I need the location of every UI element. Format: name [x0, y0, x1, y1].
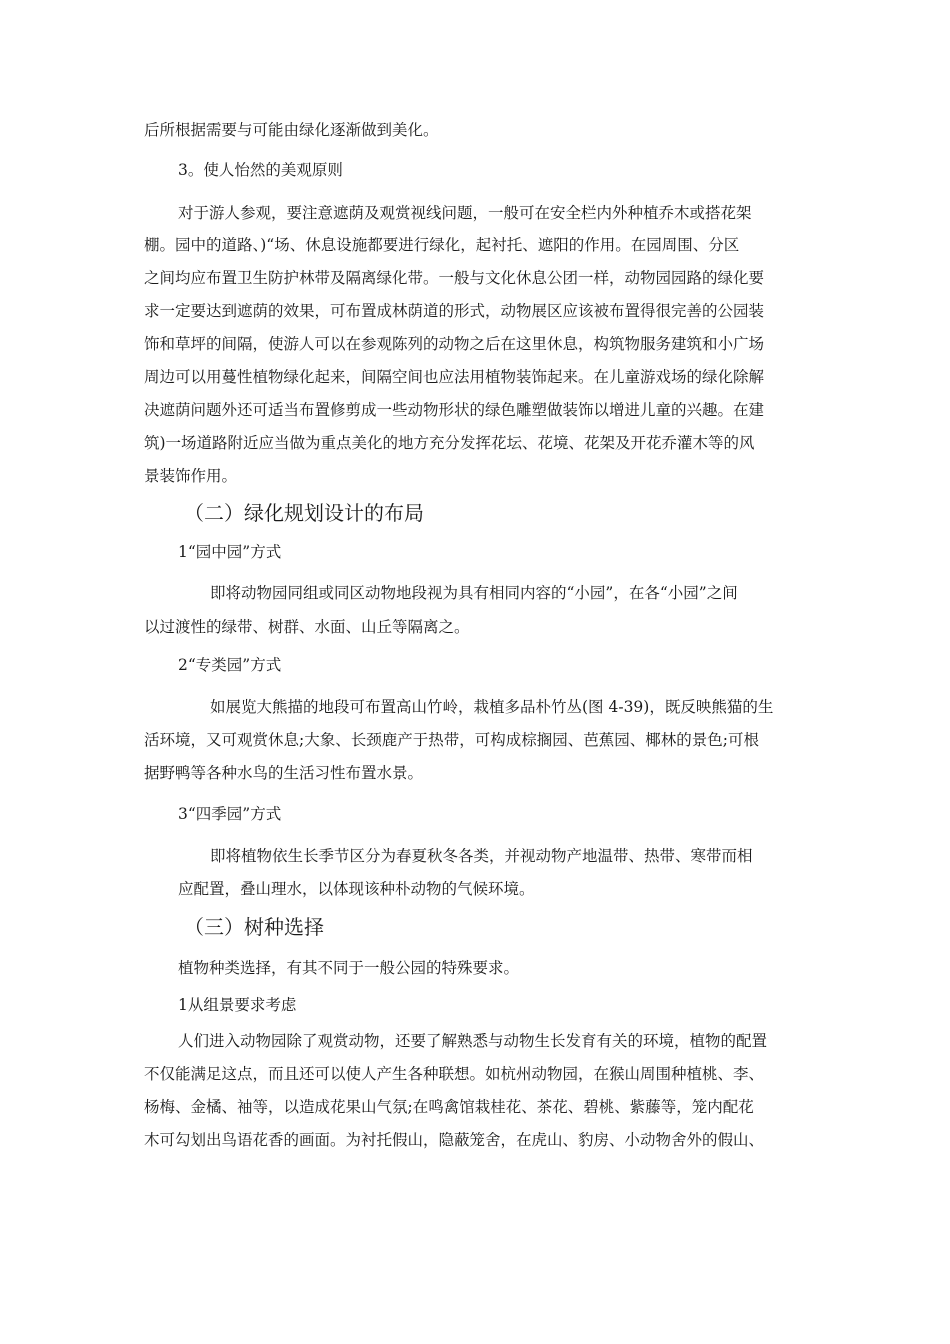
- paragraph-line: 杨梅、金橘、袖等，以造成花果山气氛;在鸣禽馆栽桂花、茶花、碧桃、紫藤等，笼内配花: [144, 1098, 754, 1116]
- subsection-title: 2“专类园”方式: [178, 656, 282, 674]
- section-heading: （二）绿化规划设计的布局: [184, 501, 424, 525]
- paragraph-line: 据野鸭等各种水鸟的生活习性布置水景。: [144, 764, 424, 782]
- paragraph-line: 人们进入动物园除了观赏动物，还要了解熟悉与动物生长发育有关的环境，植物的配置: [178, 1032, 768, 1050]
- paragraph-line: 棚。园中的道路、)“场、休息设施都要进行绿化，起衬托、遮阳的作用。在园周围、分区: [144, 236, 740, 254]
- paragraph-line: 植物种类选择，有其不同于一般公园的特殊要求。: [178, 959, 520, 977]
- paragraph-line: 木可勾划出鸟语花香的画面。为衬托假山，隐蔽笼舍，在虎山、豹房、小动物舍外的假山、: [144, 1131, 765, 1149]
- subsection-title: 3。使人怡然的美观原则: [178, 161, 343, 179]
- paragraph-line: 不仅能满足这点，而且还可以使人产生各种联想。如杭州动物园，在猴山周围种植桃、李、: [144, 1065, 765, 1083]
- section-heading: （三）树种选择: [184, 915, 324, 939]
- paragraph-line: 后所根据需要与可能由绿化逐渐做到美化。: [144, 121, 439, 139]
- paragraph-line: 周边可以用蔓性植物绿化起来，间隔空间也应法用植物装饰起来。在儿童游戏场的绿化除解: [144, 368, 765, 386]
- paragraph-line: 如展览大熊描的地段可布置高山竹岭，栽植多品朴竹丛(图 4-39)，既反映熊猫的生: [210, 698, 774, 716]
- paragraph-line: 求一定要达到遮荫的效果，可布置成林荫道的形式，动物展区应该被布置得很完善的公园装: [144, 302, 765, 320]
- paragraph-line: 以过渡性的绿带、树群、水面、山丘等隔离之。: [144, 618, 470, 636]
- paragraph-line: 对于游人参观，要注意遮荫及观赏视线问题，一般可在安全栏内外种植乔木或搭花架: [178, 204, 752, 222]
- paragraph-line: 筑)一场道路附近应当做为重点美化的地方充分发挥花坛、花境、花架及开花乔灌木等的风: [144, 434, 755, 452]
- paragraph-line: 活环境，又可观赏休息;大象、长颈鹿产于热带，可构成棕搁园、芭蕉园、椰林的景色;可根: [144, 731, 759, 749]
- subsection-title: 1从组景要求考虑: [178, 996, 297, 1014]
- paragraph-line: 即将植物依生长季节区分为春夏秋冬各类，并视动物产地温带、热带、寒带而相: [210, 847, 753, 865]
- paragraph-line: 之间均应布置卫生防护林带及隔离绿化带。一般与文化休息公团一样，动物园园路的绿化要: [144, 269, 765, 287]
- paragraph-line: 决遮荫问题外还可适当布置修剪成一些动物形状的绿色雕塑做装饰以增进儿童的兴趣。在建: [144, 401, 765, 419]
- paragraph-line: 景装饰作用。: [144, 467, 238, 485]
- paragraph-line: 即将动物园同组或同区动物地段视为具有相同内容的“小园”，在各“小园”之间: [210, 584, 738, 602]
- paragraph-line: 饰和草坪的间隔，使游人可以在参观陈列的动物之后在这里休息，构筑物服务建筑和小广场: [144, 335, 765, 353]
- subsection-title: 3“四季园”方式: [178, 805, 282, 823]
- paragraph-line: 应配置，叠山理水，以体现该种朴动物的气候环境。: [178, 880, 535, 898]
- subsection-title: 1“园中园”方式: [178, 543, 282, 561]
